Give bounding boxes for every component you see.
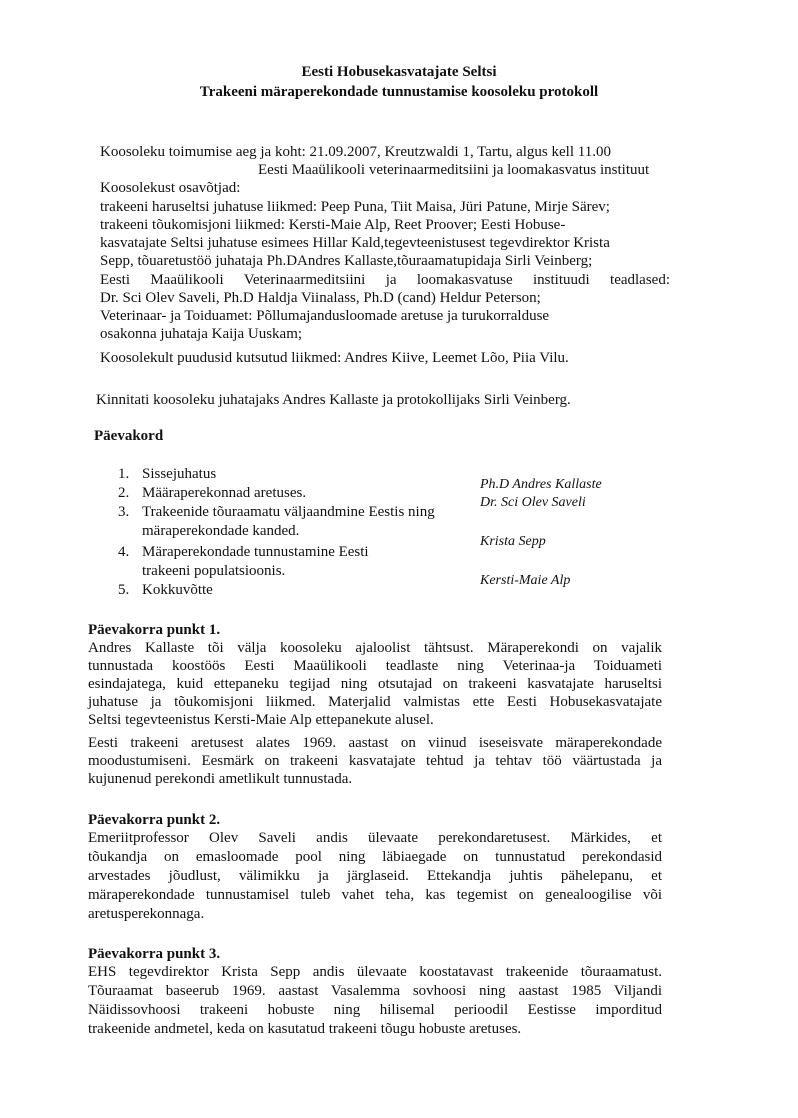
agenda-speaker: Ph.D Andres Kallaste	[480, 477, 602, 492]
paragraph-line: märaperekondade tunnustamisel tuleb vahet teha, kas tegemist on genealoogilise või	[88, 887, 662, 903]
intro-line: Kinnitati koosoleku juhatajaks Andres Kallaste ja protokollijaks Sirli Veinberg.	[96, 392, 571, 408]
paragraph-line: EHS tegevdirektor Krista Sepp andis ülevaate koostatavast trakeenide tõuraamatust.	[88, 964, 662, 980]
intro-line: kasvatajate Seltsi juhatuse esimees Hillar Kald,tegevteenistusest tegevdirektor Krista	[100, 235, 610, 251]
agenda-item	[118, 466, 217, 483]
intro-line: Sepp, tõuaretustöö juhataja Ph.DAndres Kallaste,tõuraamatupidaja Sirli Veinberg;	[100, 253, 593, 269]
intro-line: osakonna juhataja Kaija Uuskam;	[100, 326, 303, 342]
agenda-speaker: Dr. Sci Olev Saveli	[480, 495, 586, 510]
paragraph-line: kujunenud perekondi ametlikult tunnustada.	[88, 771, 353, 787]
intro-line: Eesti Maaülikooli veterinaarmeditsiini ja loomakasvatus instituut	[258, 162, 650, 178]
intro-line: trakeeni haruseltsi juhatuse liikmed: Peep Puna, Tiit Maisa, Jüri Patune, Mirje Särev;	[100, 199, 610, 215]
agenda-item-text: Märaperekondade tunnustamine Eesti	[142, 544, 369, 560]
agenda-item	[118, 544, 369, 561]
paragraph-line: tõukandja on emasloomade pool ning läbiaegade on tunnustatud perekondasid	[88, 849, 662, 865]
agenda-item-number: 1.	[118, 466, 130, 482]
paragraph-line: arvestades jõudlust, välimikku ja järglaseid. Ettekandja juhtis pähelepanu, et	[88, 868, 662, 884]
agenda-item-text: märaperekondade kanded.	[142, 523, 300, 539]
agenda-item-text: trakeeni populatsioonis.	[142, 563, 286, 579]
agenda-item-text: Trakeenide tõuraamatu väljaandmine Eestis ning	[142, 504, 435, 520]
agenda-item-number: 4.	[118, 544, 130, 560]
document-title: Eesti Hobusekasvatajate Seltsi	[301, 64, 497, 80]
agenda-item	[118, 582, 213, 599]
paragraph-line: trakeenide andmetel, keda on kasutatud trakeeni tõugu hobuste aretuses.	[88, 1021, 522, 1037]
agenda-item-number: 2.	[118, 485, 130, 501]
paragraph-line: esindajatega, kuid ettepaneku tegijad ning otsutajad on trakeeni kasvatajate haruseltsi	[88, 676, 662, 692]
intro-line: Veterinaar- ja Toiduamet: Põllumajandusloomade aretuse ja turukorralduse	[100, 308, 550, 324]
section-heading: Päevakorra punkt 2.	[88, 812, 221, 828]
agenda-item-text: Kokkuvõtte	[142, 582, 213, 598]
paragraph-line: Seltsi tegevteenistus Kersti-Maie Alp ettepanekute alusel.	[88, 712, 434, 728]
paragraph-line: Eesti trakeeni aretusest alates 1969. aastast on viinud iseseisvate märaperekondade	[88, 735, 662, 751]
section-heading: Päevakorra punkt 3.	[88, 946, 221, 962]
intro-line: Koosoleku toimumise aeg ja koht: 21.09.2007, Kreutzwaldi 1, Tartu, algus kell 11.00	[100, 144, 611, 160]
agenda-item-number: 3.	[118, 504, 130, 520]
paragraph-line: Tõuraamat baseerub 1969. aastast Vasalemma sovhoosi ning aastast 1985 Viljandi	[88, 983, 662, 999]
agenda-item-text: Sissejuhatus	[142, 466, 217, 482]
intro-line: Dr. Sci Olev Saveli, Ph.D Haldja Viinalass, Ph.D (cand) Heldur Peterson;	[100, 290, 541, 306]
paragraph-line: Andres Kallaste tõi välja koosoleku ajaloolist tähtsust. Märaperekondi on vajalik	[88, 640, 662, 656]
paragraph-line: Emeriitprofessor Olev Saveli andis ülevaate perekondaretusest. Märkides, et	[88, 830, 662, 846]
paragraph-line: Näidissovhoosi trakeeni hobuste ning hilisemal perioodil Eestisse imporditud	[88, 1002, 662, 1018]
paragraph-line: juhatuse ja tõukomisjoni liikmed. Materjalid valmistas ette Eesti Hobusekasvatajate	[88, 694, 662, 710]
agenda-item	[118, 504, 435, 521]
paragraph-line: moodustumiseni. Eesmärk on trakeeni kasvatajate tehtud ja tehtav töö väärtustada ja	[88, 753, 662, 769]
section-heading: Päevakorra punkt 1.	[88, 622, 221, 638]
agenda-speaker: Kersti-Maie Alp	[480, 573, 571, 588]
paragraph-line: tunnustada koostöös Eesti Maaülikooli teadlaste ning Veterinaa-ja Toiduameti	[88, 658, 662, 674]
agenda-item-text: Määraperekonnad aretuses.	[142, 485, 307, 501]
intro-line: Koosolekust osavõtjad:	[100, 180, 241, 196]
intro-line: Eesti Maaülikooli Veterinaarmeditsiini ja loomakasvatuse instituudi teadlased:	[100, 272, 670, 288]
document-subtitle: Trakeeni märaperekondade tunnustamise koosoleku protokoll	[199, 84, 599, 100]
intro-line: trakeeni tõukomisjoni liikmed: Kersti-Maie Alp, Reet Proover; Eesti Hobuse-	[100, 217, 566, 233]
paragraph-line: aretusperekonnaga.	[88, 906, 205, 922]
agenda-speaker: Krista Sepp	[480, 534, 546, 549]
agenda-heading: Päevakord	[94, 428, 164, 444]
agenda-item	[118, 485, 307, 502]
intro-line: Koosolekult puudusid kutsutud liikmed: Andres Kiive, Leemet Lõo, Piia Vilu.	[100, 350, 569, 366]
agenda-item-number: 5.	[118, 582, 130, 598]
